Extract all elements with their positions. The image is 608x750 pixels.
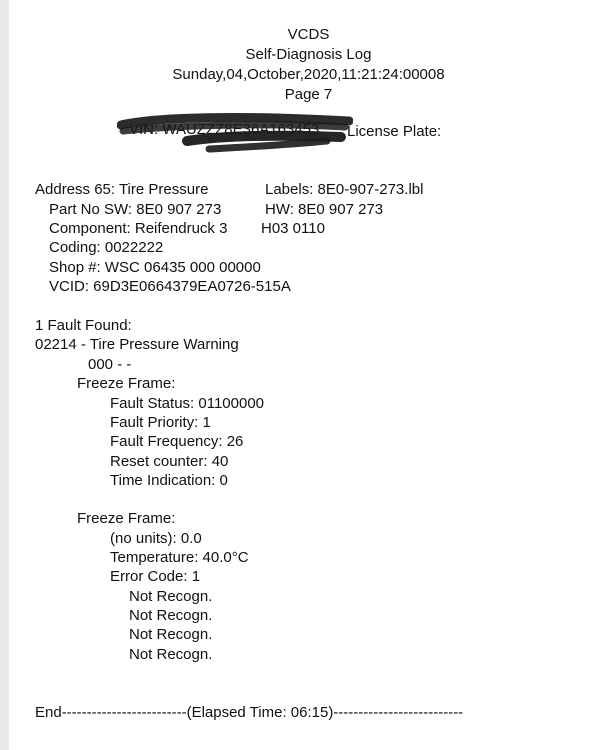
page-number: Page 7 (284, 86, 333, 103)
fault-count: 1 Fault Found: (35, 317, 132, 334)
no-units-value: (no units): 0.0 (110, 530, 202, 547)
not-recogn-line: Not Recogn. (129, 607, 213, 624)
fault-code: 02214 - Tire Pressure Warning (35, 336, 239, 353)
vin-redaction (117, 111, 353, 155)
vcid-value: VCID: 69D3E0664379EA0726-515A (49, 278, 291, 295)
not-recogn-line: Not Recogn. (129, 588, 213, 605)
shop-number: Shop #: WSC 06435 000 00000 (49, 259, 261, 276)
redaction-scribble-icon (117, 111, 353, 155)
vin-text: VIN: WAUZZZ8E36A163453 (129, 121, 320, 138)
component-code: H03 0110 (261, 220, 325, 237)
log-datetime: Sunday,04,October,2020,11:21:24:00008 (172, 66, 445, 83)
module-labels: Labels: 8E0-907-273.lbl (265, 181, 424, 198)
log-page (9, 0, 608, 750)
time-indication: Time Indication: 0 (110, 472, 228, 489)
log-title: Self-Diagnosis Log (245, 46, 372, 63)
log-end-line: End-------------------------(Elapsed Time: 06:15)-------------------------- (35, 704, 464, 721)
fault-frequency: Fault Frequency: 26 (110, 433, 244, 450)
error-code-value: Error Code: 1 (110, 568, 201, 585)
freeze-frame-title-2: Freeze Frame: (77, 510, 176, 527)
not-recogn-line: Not Recogn. (129, 646, 213, 663)
hardware-number: HW: 8E0 907 273 (265, 201, 384, 218)
app-title: VCDS (287, 26, 330, 43)
fault-priority: Fault Priority: 1 (110, 414, 211, 431)
module-address: Address 65: Tire Pressure (35, 181, 209, 198)
license-plate-label: License Plate: (347, 123, 442, 140)
coding-value: Coding: 0022222 (49, 239, 164, 256)
freeze-frame-title-1: Freeze Frame: (77, 375, 176, 392)
part-number: Part No SW: 8E0 907 273 (49, 201, 222, 218)
reset-counter: Reset counter: 40 (110, 453, 229, 470)
component-name: Component: Reifendruck 3 (49, 220, 228, 237)
temperature-value: Temperature: 40.0°C (110, 549, 249, 566)
fault-subcode: 000 - - (88, 356, 132, 373)
not-recogn-line: Not Recogn. (129, 626, 213, 643)
fault-status: Fault Status: 01100000 (110, 395, 264, 412)
